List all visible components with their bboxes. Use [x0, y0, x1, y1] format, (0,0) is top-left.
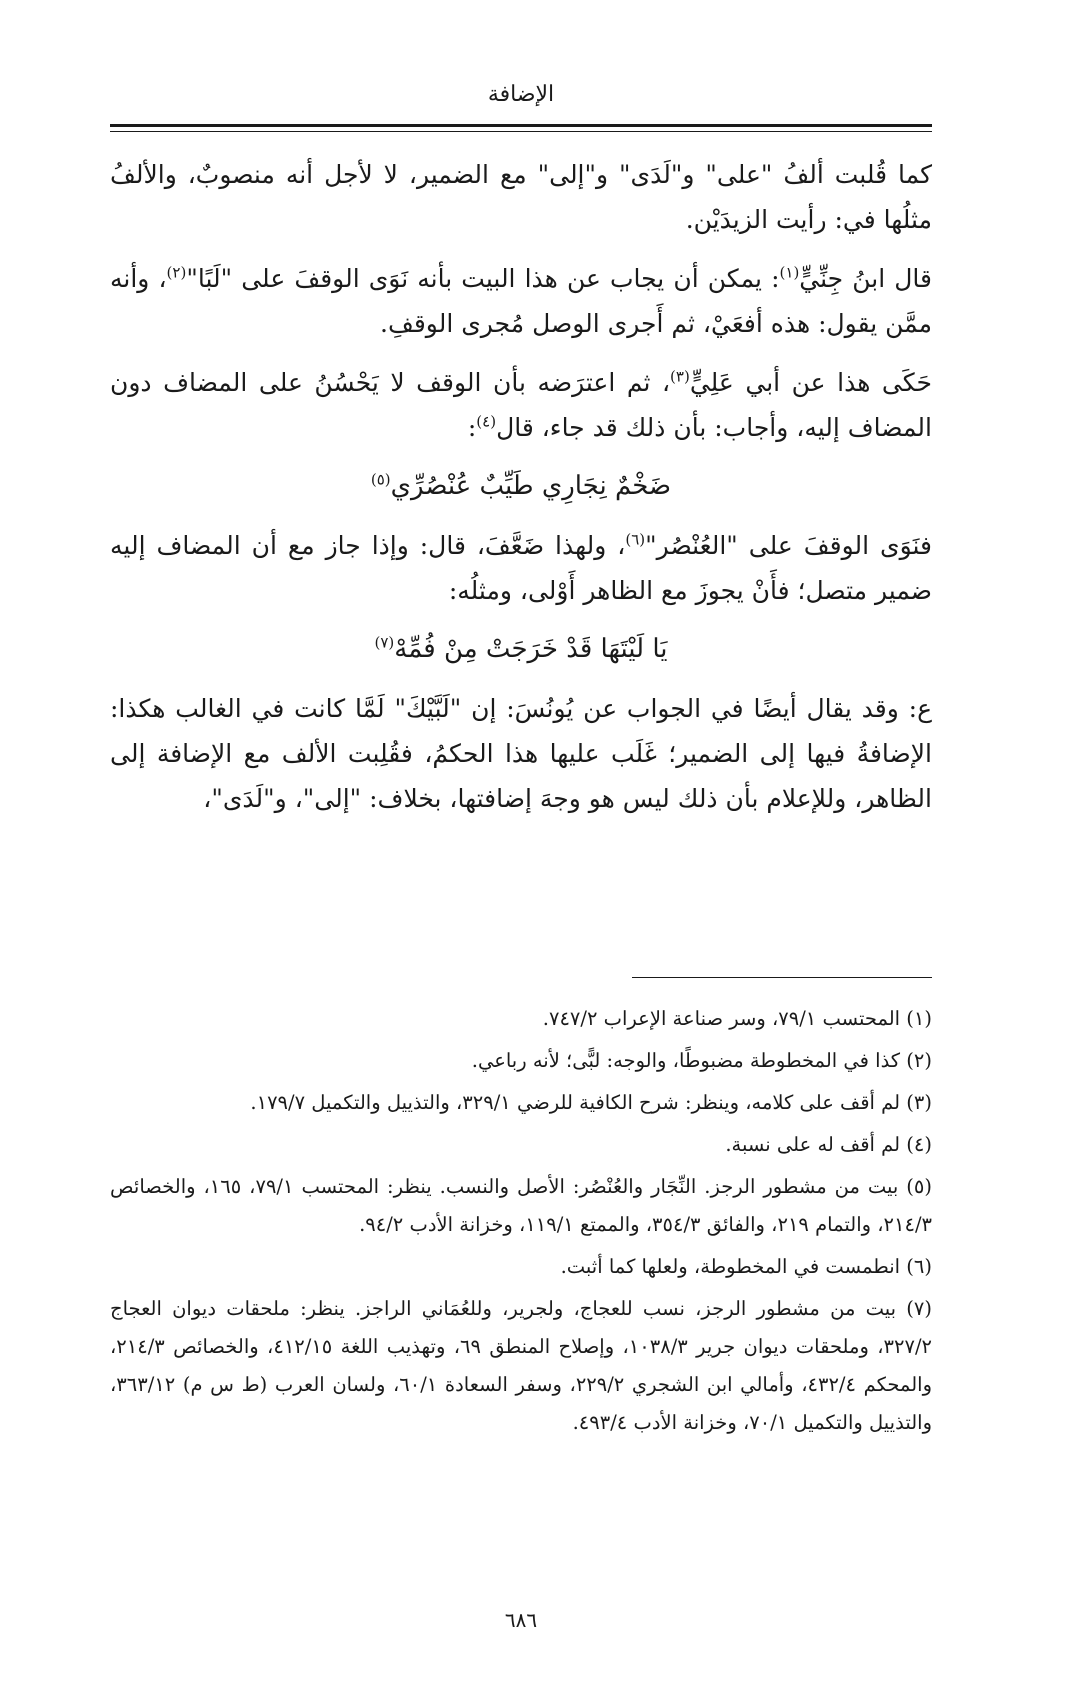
paragraph-4	[110, 523, 932, 613]
verse-2-text: يَا لَيْتَهَا قَدْ خَرَجَتْ مِنْ فُمِّهْ	[394, 634, 668, 664]
paragraph-4-part-a: فنَوَى الوقفَ على "العُنْصُر"	[645, 531, 932, 560]
footnote-ref-5: (٥)	[370, 470, 391, 489]
running-head: الإضافة	[487, 82, 555, 107]
header-rule-thick	[110, 124, 932, 127]
footnote-separator	[632, 977, 932, 978]
footnote-2: (٢) كذا في المخطوطة مضبوطًا، والوجه: لبًّى؛ لأنه رباعي.	[471, 1049, 932, 1072]
book-page	[110, 0, 932, 1698]
footnote-ref-1: (١)	[779, 263, 800, 282]
footnote-5: (٥) بيت من مشطور الرجز. النِّجَار والعُنْصُر: الأصل والنسب. ينظر: المحتسب ٧٩/١، ١٦٥، والخصائص ٢١٤/٣، والتمام ٢١٩، والفائق ٣٥٤/٣، والممتع ١١٩/١، وخزانة الأدب ٩٤/٢.	[110, 1175, 933, 1236]
footnote-7: (٧) بيت من مشطور الرجز، نسب للعجاج، ولجرير، وللعُمَاني الراجز. ينظر: ملحقات ديوان العجاج ٣٢٧/٢، وملحقات ديوان جرير ١٠٣٨/٣، وإصلاح المنطق ٦٩، وتهذيب اللغة ٤١٢/١٥، والخصائص ٢١٤/٣، والمحكم ٤٣٢/٤، وأمالي ابن الشجري ٢٢٩/٢، وسفر السعادة ٦٠/١، ولسان العرب (ط س م) ٣٦٣/١٢، والتذييل والتكميل ٧٠/١، وخزانة الأدب ٤٩٣/٤.	[110, 1297, 932, 1434]
paragraph-3-part-a: حَكَى هذا عن أبي عَلِيٍّ	[689, 368, 933, 397]
footnote-4: (٤) لم أقف له على نسبة.	[725, 1133, 932, 1156]
footnote-ref-3: (٣)	[670, 367, 690, 386]
paragraph-2-part-a: قال ابنُ جِنِّيٍّ	[799, 264, 932, 293]
footnote-ref-6: (٦)	[625, 530, 646, 549]
paragraph-3-part-c: :	[467, 413, 477, 442]
footnote-ref-7: (٧)	[374, 633, 395, 652]
paragraph-3	[110, 360, 932, 450]
paragraph-2	[110, 256, 932, 346]
paragraph-4-part-b: ، ولهذا ضَعَّفَ، قال: وإذا جاز مع أن المضاف إليه ضمير متصل؛ فأَنْ يجوزَ مع الظاهر أَوْلى، ومثلُه:	[110, 531, 932, 605]
footnote-ref-4: (٤)	[476, 412, 497, 431]
paragraph-2-part-b: : يمكن أن يجاب عن هذا البيت بأنه نَوَى الوقفَ على "لَبًا"	[186, 264, 780, 293]
paragraph-5: ع: وقد يقال أيضًا في الجواب عن يُونُسَ: إن "لَبَّيْكَ" لَمَّا كانت في الغالب هكذا: الإضافةُ فيها إلى الضمير؛ غَلَب عليها هذا الحكمُ، فقُلِبت الألف مع الإضافة إلى الظاهر، وللإعلام بأن ذلك ليس هو وجهَ إضافتها، بخلاف: "إلى"، و"لَدَى"،	[110, 694, 932, 813]
page-number: ٦٨٦	[504, 1608, 538, 1632]
footnote-6: (٦) انطمست في المخطوطة، ولعلها كما أثبت.	[560, 1255, 932, 1278]
verse-1-text: ضَخْمٌ نِجَارِي طَيِّبٌ عُنْصُرِّي	[390, 471, 672, 501]
header-rule-thin	[110, 131, 932, 132]
footnote-ref-2: (٢)	[166, 263, 187, 282]
footnote-3: (٣) لم أقف على كلامه، وينظر: شرح الكافية للرضي ٣٢٩/١، والتذييل والتكميل ١٧٩/٧.	[250, 1091, 932, 1114]
verse-2	[110, 627, 932, 672]
main-text	[110, 152, 932, 835]
paragraph-1: كما قُلبت ألفُ "على" و"لَدَى" و"إلى" مع الضمير، لا لأجل أنه منصوبٌ، والألفُ مثلُها في: رأيت الزيدَيْن.	[110, 160, 932, 234]
footnotes	[110, 1000, 932, 1446]
footnote-1: (١) المحتسب ٧٩/١، وسر صناعة الإعراب ٧٤٧/٢.	[542, 1007, 932, 1030]
verse-1	[110, 464, 932, 509]
paragraph-3-part-b: ، ثم اعترَضه بأن الوقف لا يَحْسُنُ على المضاف دون المضاف إليه، وأجاب: بأن ذلك قد جاء، قال	[110, 368, 932, 442]
paragraph-2-part-c: ، وأنه ممَّن يقول: هذه أفعَيْ، ثم أَجرى الوصل مُجرى الوقفِ.	[110, 264, 932, 338]
